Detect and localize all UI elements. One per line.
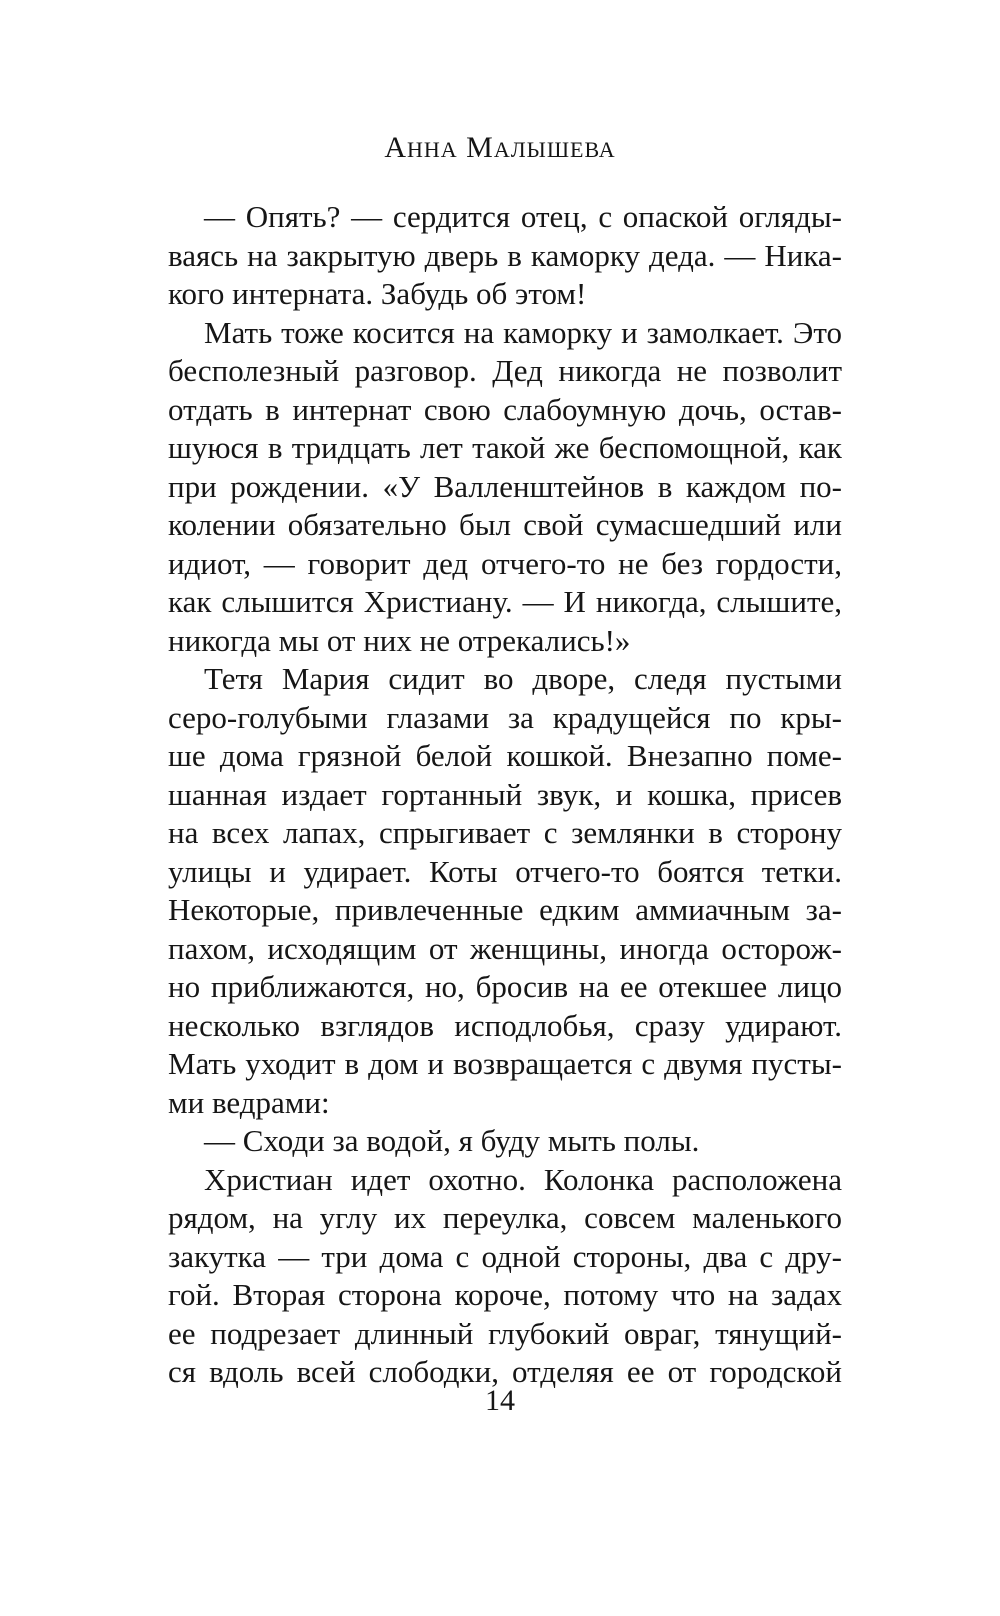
text-line: шанная издает гортанный звук, и кошка, присев (168, 776, 842, 812)
text-line: Мать тоже косится на каморку и замолкает. Это (204, 314, 842, 350)
text-line: при рождении. «У Валленштейнов в каждом по- (168, 468, 842, 504)
text-line: но приближаются, но, бросив на ее отекшее лицо (168, 969, 842, 1004)
text-line: на всех лапах, спрыгивает с землянки в сторону (168, 815, 842, 850)
text-line: идиот, — говорит дед отчего-то не без гордости, (168, 545, 842, 581)
text-line: ше дома грязной белой кошкой. Внезапно поме- (168, 738, 842, 773)
page-number: 14 (485, 1384, 515, 1417)
text-line: — Сходи за водой, я буду мыть полы. (204, 1123, 700, 1158)
text-line: пахом, исходящим от женщины, иногда осторож- (168, 930, 842, 966)
author-first-name: АННА (384, 131, 458, 164)
text-line: как слышится Христиану. — И никогда, слышите, (168, 584, 842, 619)
text-line: бесполезный разговор. Дед никогда не позволит (168, 353, 842, 388)
text-line: никогда мы от них не отрекались!» (168, 622, 631, 658)
body-text (168, 198, 842, 1392)
text-line: Некоторые, привлеченные едким аммиачным за- (168, 892, 842, 927)
text-line: гой. Вторая сторона короче, потому что на задах (168, 1277, 842, 1312)
author-last-name: МАЛЫШЕВА (466, 131, 616, 164)
text-line: кого интерната. Забудь об этом! (168, 276, 587, 311)
text-line: Мать уходит в дом и возвращается с двумя пусты- (168, 1046, 842, 1081)
text-line: ее подрезает длинный глубокий овраг, тянущий- (168, 1315, 842, 1351)
text-line: шуюся в тридцать лет такой же беспомощной, как (168, 430, 842, 465)
text-line: ваясь на закрытую дверь в каморку деда. — Ника- (168, 237, 842, 273)
text-line: — Опять? — сердится отец, с опаской огляды- (204, 199, 842, 234)
text-line: ми ведрами: (168, 1084, 330, 1120)
text-line: несколько взглядов исподлобья, сразу удирают. (168, 1007, 842, 1043)
text-line: рядом, на углу их переулка, совсем маленького (168, 1200, 842, 1235)
text-line: отдать в интернат свою слабоумную дочь, остав- (168, 391, 842, 427)
text-line: колении обязательно был свой сумасшедший или (168, 507, 842, 542)
text-line: ся вдоль всей слободки, отделяя ее от городской (168, 1354, 842, 1389)
text-line: Тетя Мария сидит во дворе, следя пустыми (204, 661, 842, 696)
text-line: Христиан идет охотно. Колонка расположена (204, 1161, 842, 1197)
text-line: серо-голубыми глазами за крадущейся по кры- (168, 699, 842, 735)
text-line: улицы и удирает. Коты отчего-то боятся тетки. (168, 853, 842, 889)
text-line: закутка — три дома с одной стороны, два с дру- (168, 1238, 842, 1274)
running-header (0, 130, 1000, 168)
